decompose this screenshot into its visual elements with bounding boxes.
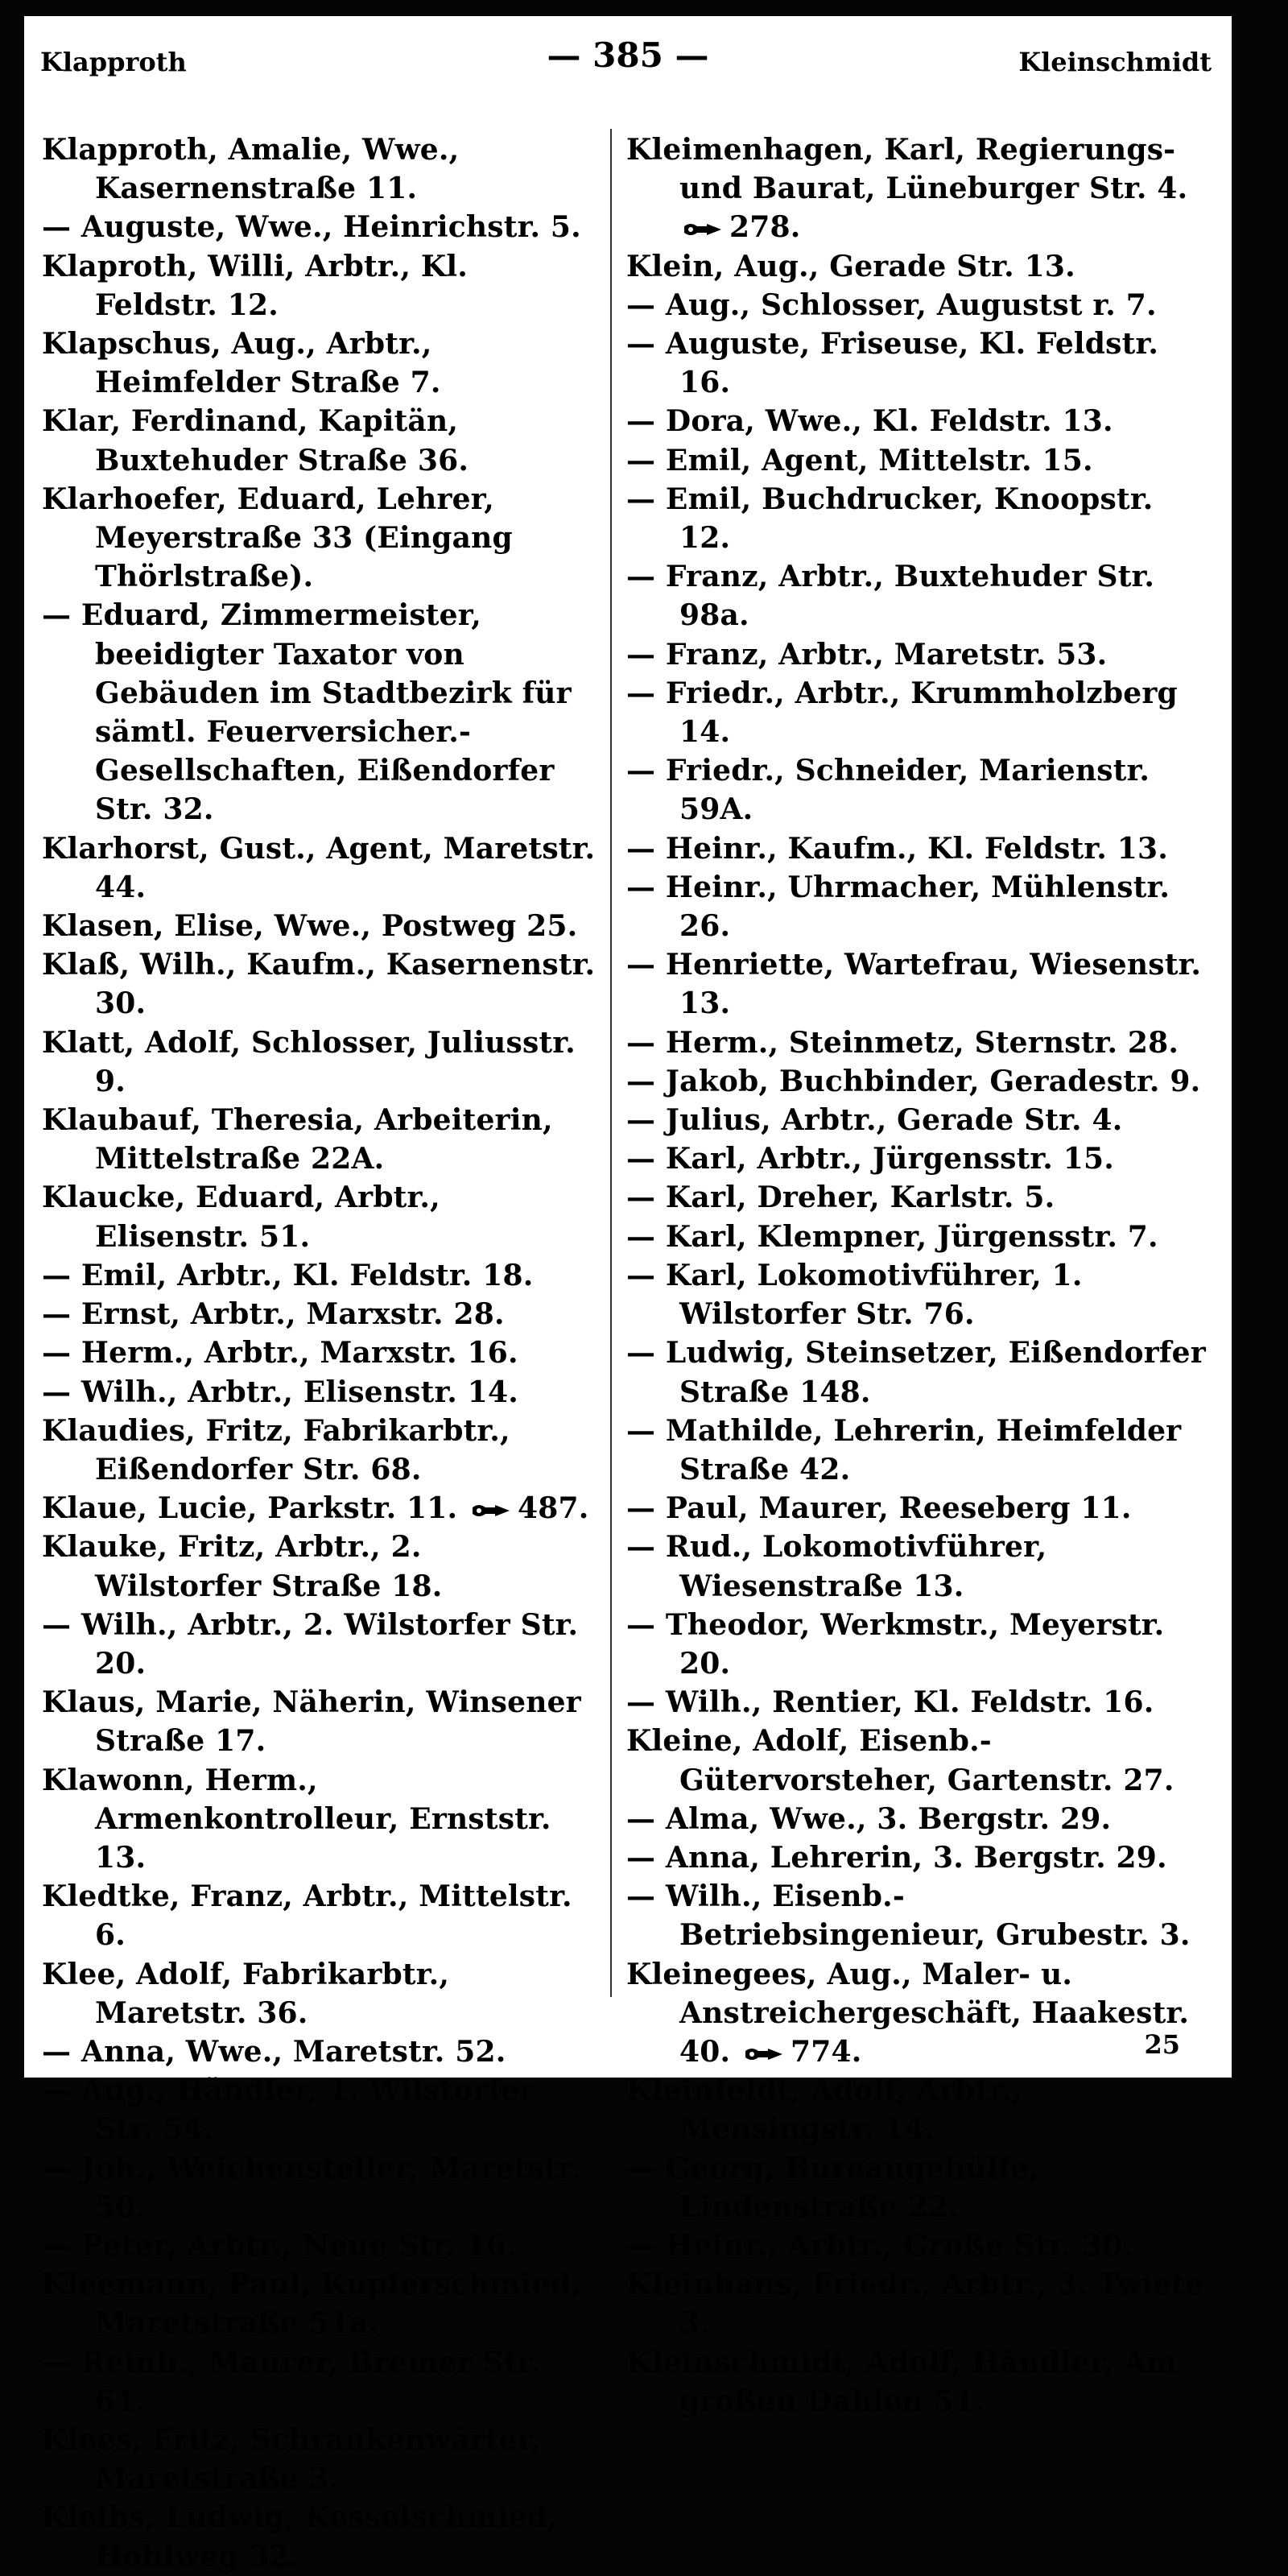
directory-entry (626, 635, 1206, 674)
directory-entry (42, 1333, 597, 1372)
telephone-pointer-icon (471, 1501, 514, 1520)
directory-entry (42, 1955, 597, 2032)
directory-entry (626, 1683, 1206, 1722)
directory-entry (42, 2227, 597, 2265)
entry-text: Kledtke, Franz, Arbtr., Mittelstr. 6. (42, 1879, 572, 1953)
entry-text: — Wilh., Arbtr., Elisenstr. 14. (42, 1375, 519, 1409)
entry-text: — Friedr., Arbtr., Krummholzberg 14. (626, 676, 1178, 750)
entry-text: — Emil, Buchdrucker, Knoopstr. 12. (626, 482, 1154, 556)
entry-text: Kleimenhagen, Karl, Regierungs- und Baurat, Lüneburger Str. 4. (626, 133, 1188, 206)
entry-text: — Paul, Maurer, Reeseberg 11. (626, 1491, 1132, 1526)
entry-text: — Franz, Arbtr., Buxtehuder Str. 98a. (626, 560, 1155, 633)
entry-text: Klaproth, Willi, Arbtr., Kl. Feldstr. 12. (42, 249, 468, 322)
directory-entry (626, 557, 1206, 635)
entry-text: Klaue, Lucie, Parkstr. 11. (42, 1491, 458, 1526)
entry-text: — Reinh., Maurer, Bremer Str. 61. (42, 2345, 541, 2418)
directory-entry (42, 2149, 597, 2227)
column-divider (610, 129, 612, 1997)
directory-entry (626, 2071, 1206, 2148)
entry-text: — Anna, Lehrerin, 3. Bergstr. 29. (626, 1840, 1167, 1875)
entry-text: Klaubauf, Theresia, Arbeiterin, Mittelstraße 22A. (42, 1103, 553, 1176)
directory-entry (42, 2343, 597, 2421)
directory-entry (42, 596, 597, 829)
directory-entry (42, 325, 597, 402)
entry-text: — Emil, Agent, Mittelstr. 15. (626, 443, 1093, 478)
directory-entry (42, 945, 597, 1023)
directory-entry (626, 1256, 1206, 1333)
entry-text: — Franz, Arbtr., Maretstr. 53. (626, 637, 1108, 672)
entry-text: — Dora, Wwe., Kl. Feldstr. 13. (626, 404, 1113, 439)
entry-text: — Friedr., Schneider, Marienstr. 59A. (626, 754, 1150, 827)
entry-text: Klein, Aug., Gerade Str. 13. (626, 249, 1075, 283)
directory-entry (42, 1178, 597, 1255)
entry-text: — Aug., Schlosser, Augustst r. 7. (626, 287, 1157, 322)
directory-entry (42, 2071, 597, 2148)
entry-text: Klapproth, Amalie, Wwe., Kasernenstraße 11. (42, 133, 460, 206)
directory-entry (626, 441, 1206, 480)
directory-entry (626, 1412, 1206, 1489)
entry-phone-number: 487. (518, 1491, 589, 1526)
directory-entry (626, 325, 1206, 402)
entry-text: Klaudies, Fritz, Fabrikarbtr., Eißendorfer Str. 68. (42, 1413, 510, 1486)
entry-text: Klaus, Marie, Näherin, Winsener Straße 17. (42, 1685, 581, 1759)
entry-text: — Eduard, Zimmermeister, beeidigter Taxator von Gebäuden im Stadtbezirk für sämtl. Feuerversicher.-Gesellschaften, Eißendorfer Str. 32. (42, 598, 572, 827)
directory-entry (42, 1528, 597, 1605)
entry-text: — Karl, Klempner, Jürgensstr. 7. (626, 1219, 1158, 1254)
entry-text: — Ernst, Arbtr., Marxstr. 28. (42, 1297, 505, 1332)
entry-text: Kleinfeldt, Adolf, Arbtr., Mensingstr. 14. (626, 2074, 1022, 2147)
entry-text: — Rud., Lokomotivführer, Wiesenstraße 13. (626, 1530, 1047, 1603)
directory-entry (42, 208, 597, 246)
directory-entry (626, 1023, 1206, 1062)
directory-entry (626, 2149, 1206, 2227)
directory-entry (42, 2265, 597, 2342)
header-last-entry: Kleinschmidt (1018, 47, 1212, 77)
directory-entry (626, 1955, 1206, 2072)
entry-text: — Auguste, Friseuse, Kl. Feldstr. 16. (626, 327, 1159, 400)
directory-entry (42, 1373, 597, 1412)
directory-entry (42, 1761, 597, 1878)
directory-entry (42, 130, 597, 208)
entry-text: Klarhorst, Gust., Agent, Maretstr. 44. (42, 831, 596, 904)
entry-text: Klar, Ferdinand, Kapitän, Buxtehuder Straße 36. (42, 404, 469, 478)
directory-entry (626, 868, 1206, 945)
directory-entry (42, 247, 597, 325)
telephone-pointer-icon (744, 2045, 787, 2064)
entry-text: Kleinegees, Aug., Maler- u. Anstreichergeschäft, Haakestr. 40. (626, 1957, 1190, 2069)
entry-text: — Karl, Lokomotivführer, 1. Wilstorfer Str. 76. (626, 1258, 1083, 1332)
directory-entry (42, 480, 597, 597)
entry-phone-number: 774. (790, 2034, 862, 2069)
directory-entry (626, 1489, 1206, 1528)
entry-text: — Heinr., Kaufm., Kl. Feldstr. 13. (626, 831, 1168, 866)
entry-text: — Wilh., Rentier, Kl. Feldstr. 16. (626, 1685, 1154, 1720)
entry-text: Kleemann, Paul, Kupferschmied, Maretstraße 51a. (42, 2268, 581, 2341)
entry-phone-number: 278. (729, 210, 801, 245)
entry-text: — Karl, Dreher, Karlstr. 5. (626, 1180, 1055, 1215)
right-column (626, 130, 1206, 2421)
entry-text: — Georg, Bureaugehülfe, Lindenstraße 22. (626, 2151, 1039, 2224)
entry-text: Klasen, Elise, Wwe., Postweg 25. (42, 909, 578, 944)
entry-text: — Jakob, Buchbinder, Geradestr. 9. (626, 1064, 1201, 1098)
directory-page (24, 16, 1232, 2574)
entry-text: — Theodor, Werkmstr., Meyerstr. 20. (626, 1607, 1165, 1681)
directory-entry (626, 1101, 1206, 1139)
telephone-pointer-icon (683, 220, 726, 239)
entry-text: — Emil, Arbtr., Kl. Feldstr. 18. (42, 1258, 534, 1292)
directory-entry (626, 2343, 1206, 2421)
directory-entry (42, 1877, 597, 1954)
entry-text: Klapschus, Aug., Arbtr., Heimfelder Straße 7. (42, 327, 441, 400)
entry-text: — Peter, Arbtr., Neue Str. 16. (42, 2228, 517, 2263)
directory-entry (626, 247, 1206, 286)
directory-entry (626, 1178, 1206, 1217)
sheet-signature: 25 (1144, 2029, 1180, 2060)
entry-text: — Herm., Arbtr., Marxstr. 16. (42, 1336, 518, 1371)
entry-text: Klauke, Fritz, Arbtr., 2. Wilstorfer Straße 18. (42, 1530, 443, 1603)
entry-text: — Herm., Steinmetz, Sternstr. 28. (626, 1025, 1179, 1060)
directory-entry (42, 907, 597, 945)
directory-entry (42, 2421, 597, 2498)
entry-text: — Henriette, Wartefrau, Wiesenstr. 13. (626, 948, 1202, 1021)
entry-text: Klees, Fritz, Schrankenwärter, Maretstraße 3. (42, 2422, 542, 2496)
directory-entry (626, 1333, 1206, 1411)
entry-text: — Wilh., Arbtr., 2. Wilstorfer Str. 20. (42, 1607, 579, 1681)
directory-entry (42, 402, 597, 479)
entry-text: — Mathilde, Lehrerin, Heimfelder Straße 42. (626, 1413, 1182, 1486)
directory-entry (626, 945, 1206, 1023)
directory-entry (626, 1139, 1206, 1178)
entry-text: Klawonn, Herm., Armenkontrolleur, Ernststr. 13. (42, 1763, 551, 1875)
directory-entry (42, 1256, 597, 1295)
header-first-entry: Klapproth (40, 47, 187, 77)
directory-entry (626, 1218, 1206, 1256)
directory-entry (626, 286, 1206, 325)
entry-text: — Ludwig, Steinsetzer, Eißendorfer Straße 148. (626, 1336, 1206, 1409)
entry-text: — Karl, Arbtr., Jürgensstr. 15. (626, 1142, 1114, 1176)
entry-text: Klaß, Wilh., Kaufm., Kasernenstr. 30. (42, 948, 596, 1021)
directory-entry (626, 1800, 1206, 1838)
directory-entry (626, 130, 1206, 247)
directory-entry (626, 1838, 1206, 1877)
page-header (24, 16, 1232, 113)
directory-entry (626, 1528, 1206, 1605)
entry-text: Klee, Adolf, Fabrikarbtr., Maretstr. 36. (42, 1957, 450, 2030)
entry-text: — Alma, Wwe., 3. Bergstr. 29. (626, 1801, 1112, 1836)
directory-entry (626, 1606, 1206, 1683)
directory-entry (42, 1023, 597, 1101)
entry-text: — Aug., Händler, 1. Wilstorfer Str. 54. (42, 2074, 535, 2147)
directory-entry (42, 2032, 597, 2071)
directory-entry (626, 2227, 1206, 2265)
directory-entry (42, 1606, 597, 1683)
directory-entry (42, 1412, 597, 1489)
entry-text: — Wilh., Eisenb.-Betriebsingenieur, Grubestr. 3. (626, 1879, 1191, 1953)
directory-entry (626, 751, 1206, 829)
entry-text: Klarhoefer, Eduard, Lehrer, Meyerstraße 33 (Eingang Thörlstraße). (42, 482, 513, 594)
entry-text: — Julius, Arbtr., Gerade Str. 4. (626, 1103, 1123, 1138)
entry-text: — Auguste, Wwe., Heinrichstr. 5. (42, 210, 581, 245)
left-column (42, 130, 597, 2576)
directory-entry (626, 480, 1206, 557)
directory-entry (626, 829, 1206, 868)
entry-text: Kleibs, Ludwig, Kesselschmied, Hohlweg 32. (42, 2500, 558, 2574)
entry-text: Klaucke, Eduard, Arbtr., Elisenstr. 51. (42, 1180, 440, 1254)
entry-text: Kleinschmidt, Adolf, Händler, Am großen Dahlen 51. (626, 2345, 1178, 2418)
entry-text: — Heinr., Arbtr., Große Str. 30. (626, 2228, 1133, 2263)
directory-entry (626, 674, 1206, 751)
directory-entry (626, 1877, 1206, 1954)
directory-entry (42, 1295, 597, 1333)
entry-text: Kleinhans, Friedr., Arbtr., 3. Twiete 3. (626, 2268, 1204, 2341)
directory-entry (626, 402, 1206, 440)
directory-entry (42, 1489, 597, 1528)
entry-text: — Anna, Wwe., Maretstr. 52. (42, 2034, 506, 2069)
entry-text: — Joh., Weichensteller, Maretstr. 50. (42, 2151, 581, 2224)
directory-entry (42, 1683, 597, 1760)
directory-entry (626, 1062, 1206, 1101)
directory-entry (42, 1101, 597, 1178)
directory-entry (626, 1722, 1206, 1799)
entry-text: Kleine, Adolf, Eisenb.-Gütervorsteher, Gartenstr. 27. (626, 1724, 1174, 1797)
entry-text: — Heinr., Uhrmacher, Mühlenstr. 26. (626, 870, 1170, 944)
directory-entry (42, 2498, 597, 2575)
directory-entry (42, 829, 597, 907)
directory-entry (626, 2265, 1206, 2342)
page-number: — 385 — (547, 35, 709, 75)
entry-text: Klatt, Adolf, Schlosser, Juliusstr. 9. (42, 1025, 576, 1098)
